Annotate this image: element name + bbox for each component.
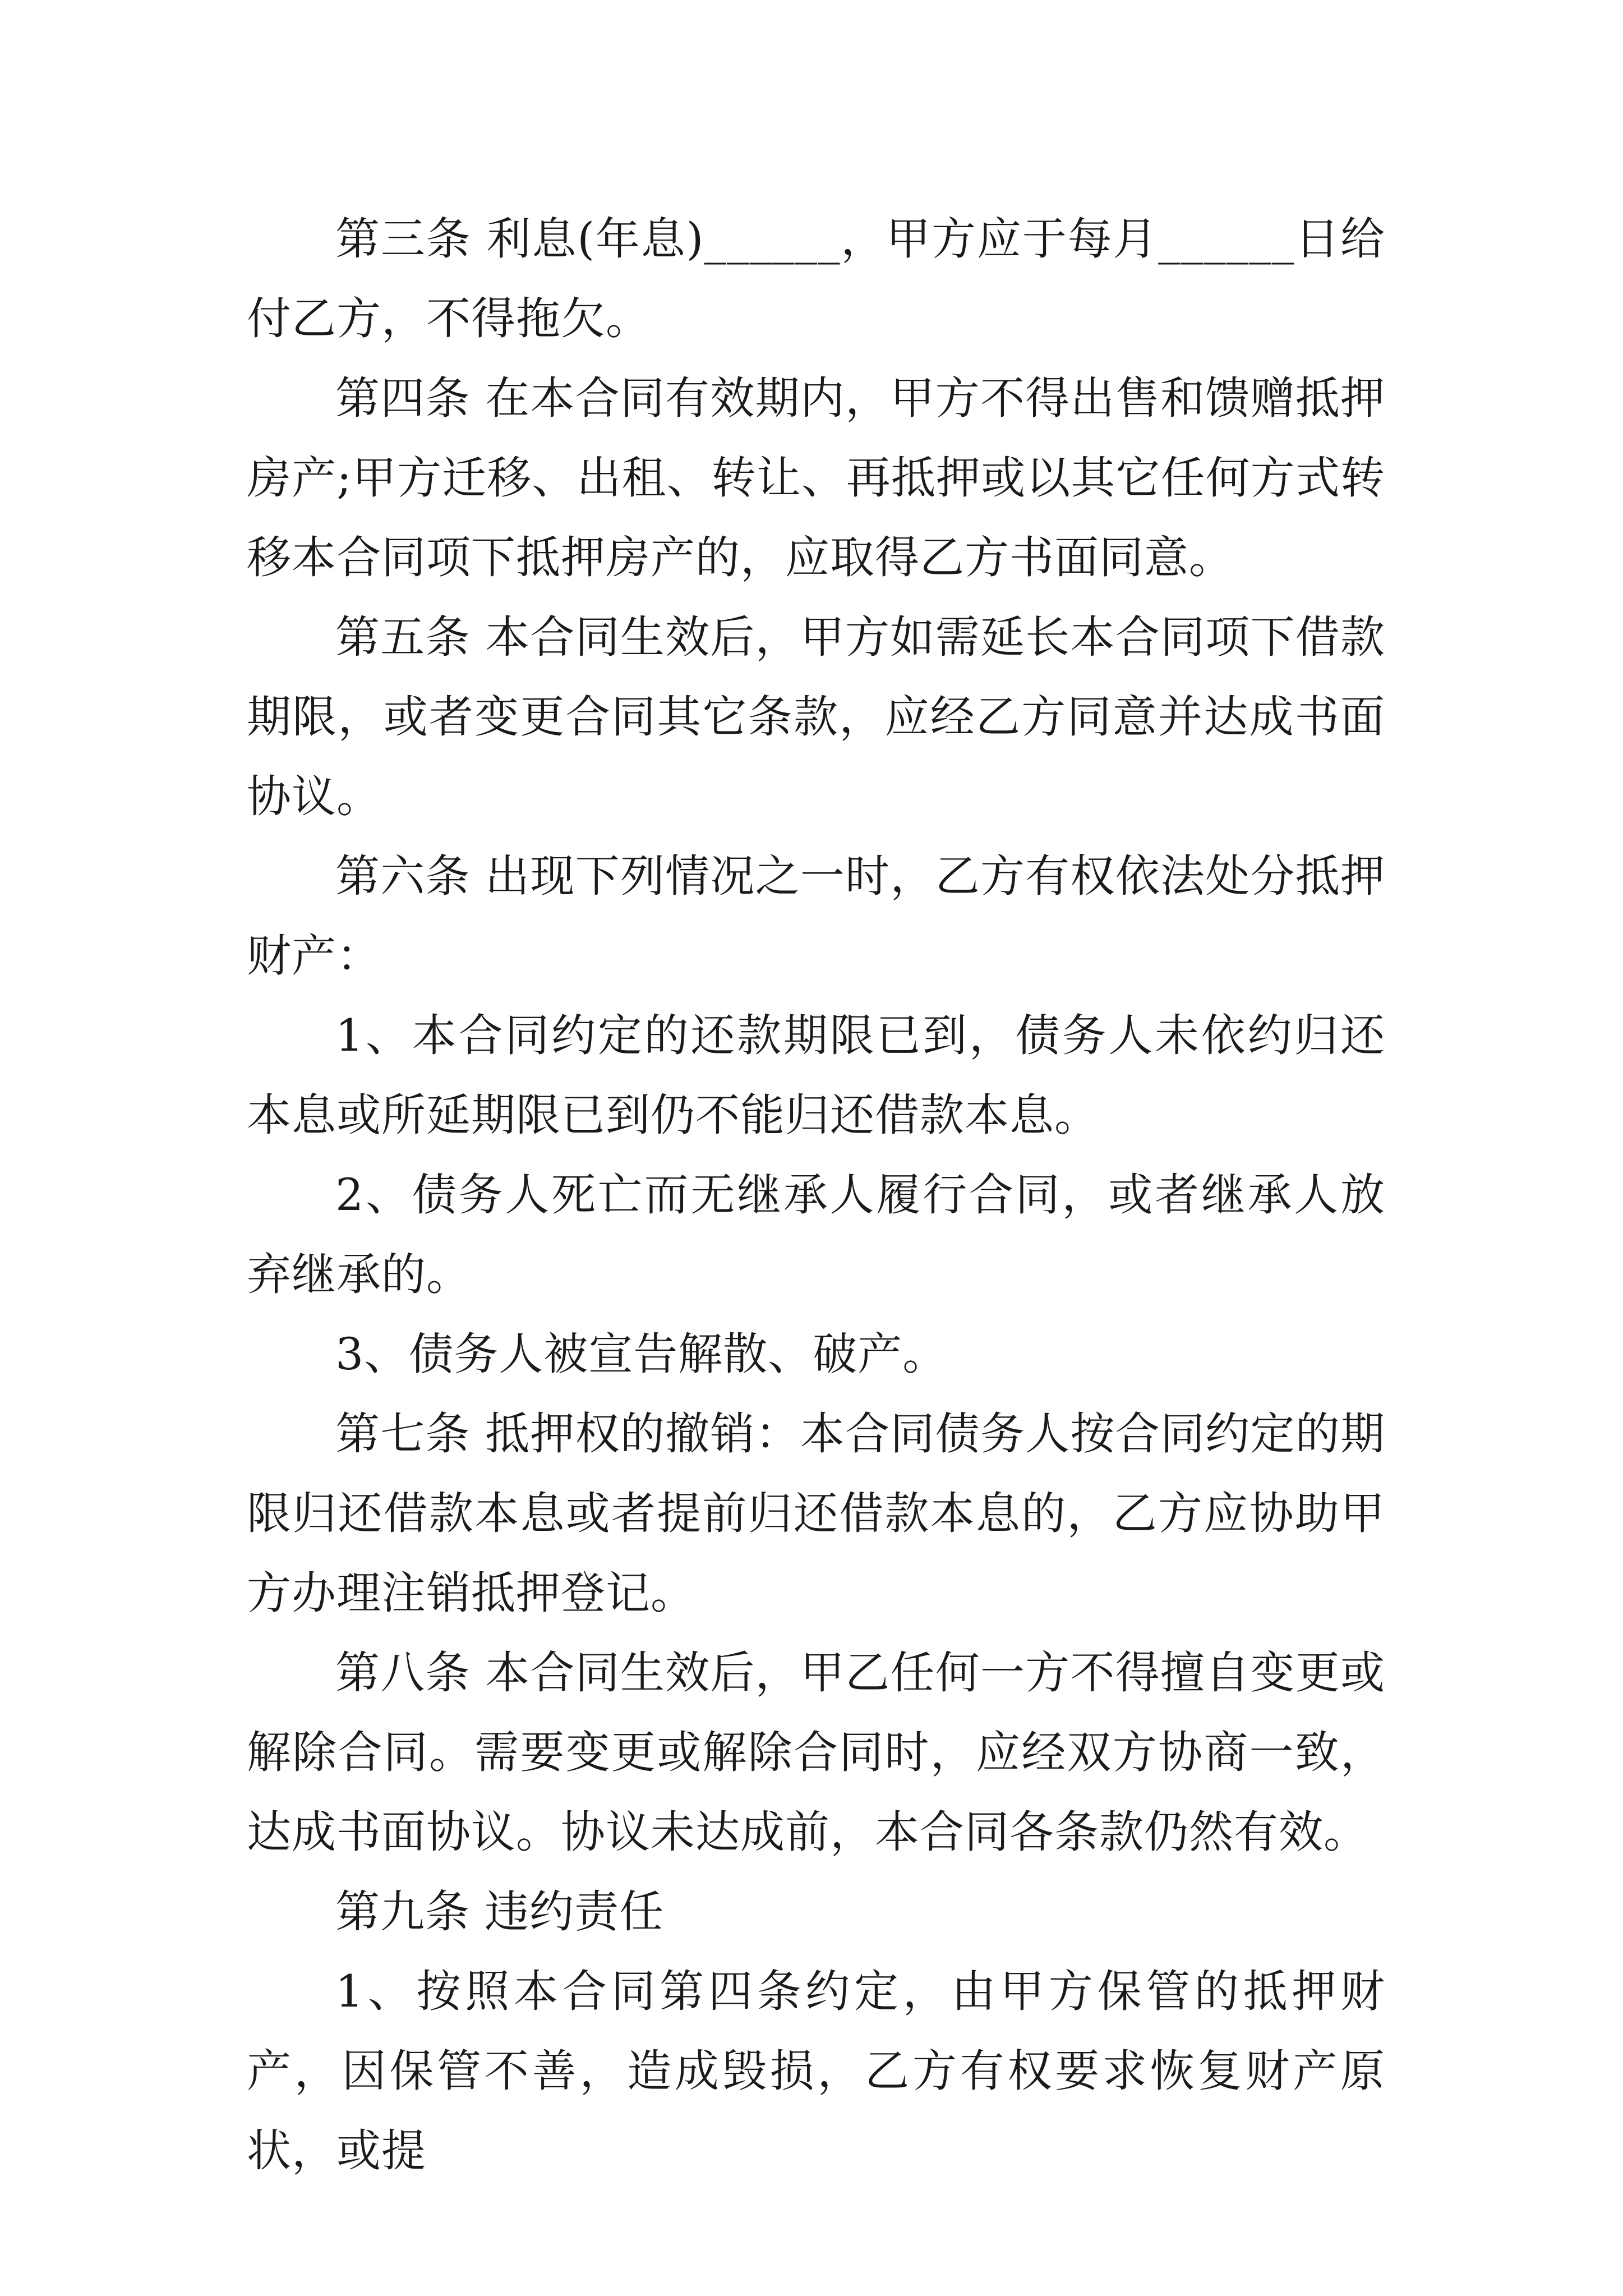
clause-4-no-sale: 第四条 在本合同有效期内，甲方不得出售和馈赠抵押房产;甲方迁移、出租、转让、再抵押或以其它任何方式转移本合同项下抵押房产的，应取得乙方书面同意。 (247, 372, 1385, 583)
document-body (247, 199, 1385, 2191)
clause-9-item-1: 1、按照本合同第四条约定，由甲方保管的抵押财产，因保管不善，造成毁损，乙方有权要求恢复财产原状，或提 (247, 1966, 1385, 2177)
clause-9-title: 第九条 违约责任 (335, 1886, 665, 1938)
clause-6-item-1: 1、本合同约定的还款期限已到，债务人未依约归还本息或所延期限已到仍不能归还借款本息。 (247, 1010, 1385, 1141)
clause-6-disposal: 第六条 出现下列情况之一时，乙方有权依法处分抵押财产： (247, 850, 1385, 982)
clause-7-revocation: 第七条 抵押权的撤销：本合同债务人按合同约定的期限归还借款本息或者提前归还借款本息的，乙方应协助甲方办理注销抵押登记。 (247, 1408, 1385, 1619)
clause-5-extension: 第五条 本合同生效后，甲方如需延长本合同项下借款期限，或者变更合同其它条款，应经乙方同意并达成书面协议。 (247, 611, 1385, 822)
clause-6-item-2: 2、债务人死亡而无继承人履行合同，或者继承人放弃继承的。 (247, 1169, 1385, 1300)
clause-3-interest: 第三条 利息(年息)______，甲方应于每月______日给付乙方，不得拖欠。 (247, 213, 1385, 344)
clause-6-item-3: 3、债务人被宣告解散、破产。 (335, 1328, 948, 1380)
clause-8-no-change: 第八条 本合同生效后，甲乙任何一方不得擅自变更或解除合同。需要变更或解除合同时，应经双方协商一致，达成书面协议。协议未达成前，本合同各条款仍然有效。 (247, 1647, 1385, 1858)
